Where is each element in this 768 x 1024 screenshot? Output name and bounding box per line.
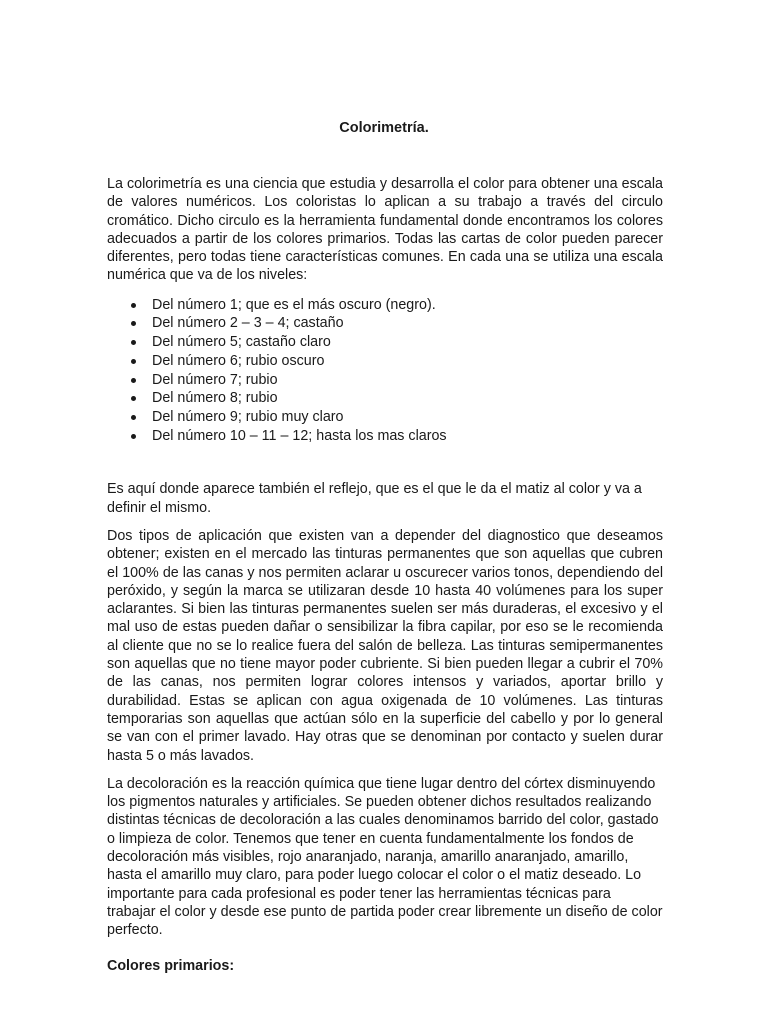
list-item — [107, 333, 663, 352]
list-item-text: Del número 6; rubio oscuro — [152, 352, 325, 369]
list-item-text: Del número 1; que es el más oscuro (negro). — [152, 296, 436, 313]
tipos-paragraph: Dos tipos de aplicación que existen van a depender del diagnostico que deseamos obtener; existen en el mercado las tinturas permanentes que son aquellas que cubren el 100% de las canas y nos permiten aclarar u oscurecer varios tonos, dependiendo del peróxido, y según la marca se utilizaran desde 10 hasta 40 volúmenes para los super aclarantes. Si bien las tinturas permanentes suelen ser más duraderas, el excesivo y el mal uso de estas pueden dañar o sensibilizar la fibra capilar, por eso se le recomienda al cliente que no se lo realice fuera del salón de belleza. Las tinturas semipermanentes son aquellas que no tiene mayor poder cubriente. Si bien pueden llegar a cubrir el 70% de las canas, nos permiten lograr colores intensos y variados, aportar brillo y durabilidad. Estas se aplican con agua oxigenada de 10 volúmenes. Las tinturas temporarias son aquellas que actúan sólo en la superficie del cabello y por lo general se van con el primer lavado. Hay otras que se denominan por contacto y suelen durar hasta 5 o más lavados. — [107, 528, 663, 764]
list-item — [107, 408, 663, 427]
list-item — [107, 371, 663, 390]
document-body — [107, 175, 663, 975]
list-item — [107, 352, 663, 371]
list-item-text: Del número 8; rubio — [152, 390, 278, 407]
document-title: Colorimetría. — [339, 120, 429, 136]
list-item-text: Del número 9; rubio muy claro — [152, 409, 344, 425]
list-item-text: Del número 10 – 11 – 12; hasta los mas claros — [152, 427, 447, 444]
bullet-icon — [131, 415, 136, 420]
bullet-icon — [131, 359, 136, 364]
list-item — [107, 296, 663, 315]
list-item-text: Del número 7; rubio — [152, 371, 278, 388]
bullet-icon — [131, 321, 136, 326]
section-heading: Colores primarios: — [107, 957, 235, 974]
intro-paragraph: La colorimetría es una ciencia que estudia y desarrolla el color para obtener una escala de valores numéricos. Los coloristas lo aplican a su trabajo a través del circulo cromático. Dicho circulo es la herramienta fundamental donde encontramos los colores adecuados a partir de los colores primarios. Todas las cartas de color pueden parecer diferentes, pero todas tiene características comunes. En cada una se utiliza una escala numérica que va de los niveles: — [107, 176, 663, 284]
levels-list — [107, 296, 663, 446]
reflejo-paragraph: Es aquí donde aparece también el reflejo, que es el que le da el matiz al color y va a definir el mismo. — [107, 481, 642, 516]
bullet-icon — [131, 303, 136, 308]
bullet-icon — [131, 340, 136, 345]
decoloracion-paragraph: La decoloración es la reacción química que tiene lugar dentro del córtex disminuyendo los pigmentos naturales y artificiales. Se pueden obtener dichos resultados realizando distintas técnicas de decoloración a las cuales denominamos barrido del color, gastado o limpieza de color. Tenemos que tener en cuenta fundamentalmente los fondos de decoloración más visibles, rojo anaranjado, naranja, amarillo anaranjado, amarillo, hasta el amarillo muy claro, para poder luego colocar el color o el matiz deseado. Lo importante para cada profesional es poder tener las herramientas técnicas para trabajar el color y desde ese punto de partida poder crear libremente un diseño de color perfecto. — [107, 775, 663, 939]
list-item — [107, 427, 663, 446]
list-item-text: Del número 2 – 3 – 4; castaño — [152, 315, 344, 332]
bullet-icon — [131, 378, 136, 383]
list-item — [107, 389, 663, 408]
bullet-icon — [131, 434, 136, 439]
bullet-icon — [131, 396, 136, 401]
list-item-text: Del número 5; castaño claro — [152, 334, 331, 351]
list-item — [107, 314, 663, 333]
